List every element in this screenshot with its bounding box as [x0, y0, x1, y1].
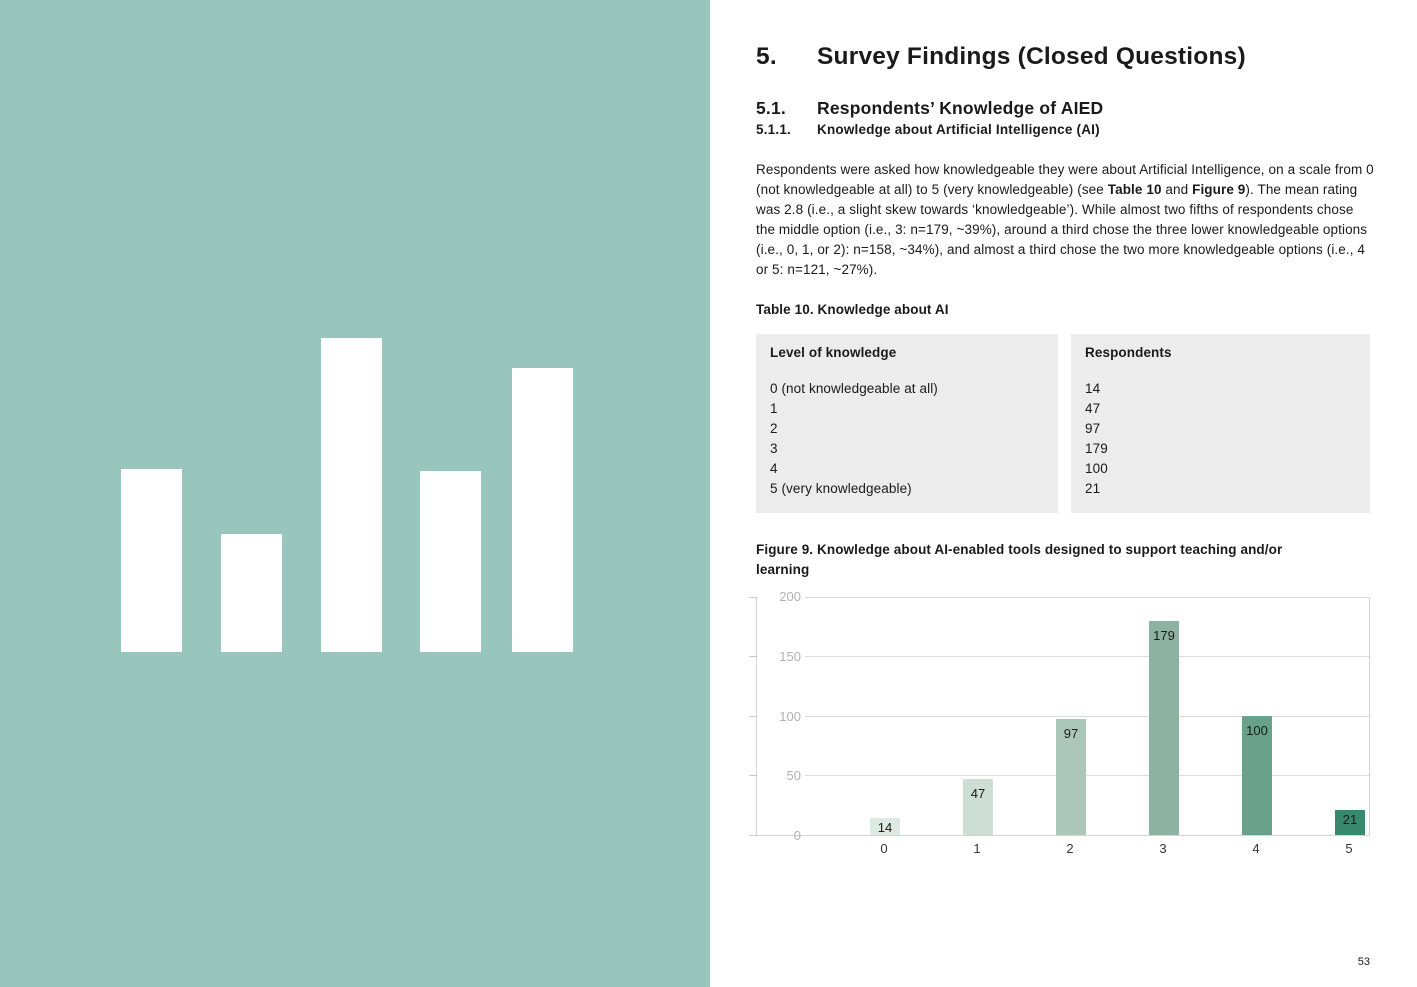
- table-row-level: 5 (very knowledgeable): [770, 481, 912, 496]
- decorative-bar: [512, 368, 573, 652]
- table-row-level: 4: [770, 461, 778, 476]
- table-row-level: 2: [770, 421, 778, 436]
- section-heading: [756, 42, 1246, 72]
- y-axis-tick: [749, 775, 757, 776]
- subsubsection-heading: [756, 120, 1100, 140]
- subsubsection-title: Knowledge about Artificial Intelligence (AI): [817, 122, 1100, 137]
- y-axis-tick: [749, 656, 757, 657]
- decorative-bar: [420, 471, 481, 652]
- y-axis-tick: [749, 835, 757, 836]
- y-axis-label: 50: [786, 768, 801, 784]
- gridline: [805, 775, 1369, 776]
- table-row-level: 0 (not knowledgeable at all): [770, 381, 938, 396]
- gridline: [805, 597, 1369, 598]
- text-segment: Respondents were asked how knowledgeable they were about Artificial Intelligence, on a scale from 0 (not knowledgeable at all) to 5 (very knowledgeable) (see: [756, 162, 1374, 197]
- page-number: 53: [1357, 956, 1370, 968]
- bar-value-label: 14: [877, 820, 893, 836]
- bar-value-label: 47: [970, 785, 986, 801]
- table-respondent-rows: [1085, 379, 1356, 499]
- y-axis-label: 0: [793, 828, 801, 843]
- text-segment-bold: Table 10: [1107, 182, 1162, 197]
- table-row-respondents: 21: [1085, 481, 1101, 496]
- bar-value-label: 21: [1342, 811, 1358, 827]
- subsubsection-number: 5.1.1.: [756, 122, 791, 137]
- table-level-rows: [770, 379, 1044, 499]
- table-caption: Table 10. Knowledge about AI: [756, 302, 949, 317]
- section-number: 5.: [756, 43, 777, 70]
- bar-value-label: 97: [1063, 726, 1079, 742]
- table-row-level: 3: [770, 441, 778, 456]
- y-axis-tick: [749, 716, 757, 717]
- table-row-respondents: 100: [1085, 461, 1108, 476]
- table-row-level: 1: [770, 401, 778, 416]
- subsection-title: Respondents’ Knowledge of AIED: [817, 98, 1104, 118]
- table-row-respondents: 179: [1085, 441, 1108, 456]
- y-axis-label: 100: [779, 708, 801, 724]
- bar-chart: [756, 589, 1370, 856]
- table-header-respondents: Respondents: [1085, 345, 1172, 360]
- table-column-level: [756, 334, 1058, 513]
- x-axis-label: 0: [880, 841, 888, 856]
- x-axis-label: 2: [1066, 841, 1074, 856]
- figure-caption: Figure 9. Knowledge about AI-enabled tools designed to support teaching and/or learning: [756, 542, 1283, 577]
- body-paragraph: [756, 160, 1374, 280]
- x-axis-label: 5: [1345, 841, 1353, 856]
- subsection-number: 5.1.: [756, 98, 786, 118]
- subsection-heading: [756, 96, 1103, 120]
- y-axis-tick: [749, 597, 757, 598]
- table-header-level: Level of knowledge: [770, 345, 897, 360]
- decorative-bar: [321, 338, 382, 652]
- y-axis-label: 150: [779, 648, 801, 664]
- decorative-bar: [121, 469, 182, 652]
- text-segment: and: [1161, 182, 1193, 197]
- text-segment: ). The mean rating was 2.8 (i.e., a slight skew towards ‘knowledgeable’). While almost two fifths of respondents chose the middle option (i.e., 3: n=179, ~39%), around a third chose the three lower knowledgeable options (i.e., 0, 1, or 2): n=158, ~34%), and almost a third chose the two more knowledgeable options (i.e., 4 or 5: n=121, ~27%).: [756, 182, 1368, 277]
- gridline: [805, 656, 1369, 657]
- x-axis-label: 3: [1159, 841, 1167, 856]
- table-row-respondents: 47: [1085, 401, 1101, 416]
- text-segment-bold: Figure 9: [1192, 182, 1246, 197]
- table-row-respondents: 97: [1085, 421, 1101, 436]
- table-row-respondents: 14: [1085, 381, 1101, 396]
- bar-value-label: 100: [1246, 722, 1268, 738]
- y-axis-label: 200: [779, 589, 801, 604]
- x-axis-label: 1: [973, 841, 981, 856]
- gridline: [805, 716, 1369, 717]
- chart-plot-area: [756, 589, 1370, 843]
- table-column-respondents: [1071, 334, 1370, 513]
- section-title: Survey Findings (Closed Questions): [817, 43, 1246, 70]
- decorative-bar: [221, 534, 282, 652]
- bar-value-label: 179: [1153, 628, 1175, 644]
- x-axis-label: 4: [1252, 841, 1260, 856]
- chart-bar: [1149, 621, 1179, 835]
